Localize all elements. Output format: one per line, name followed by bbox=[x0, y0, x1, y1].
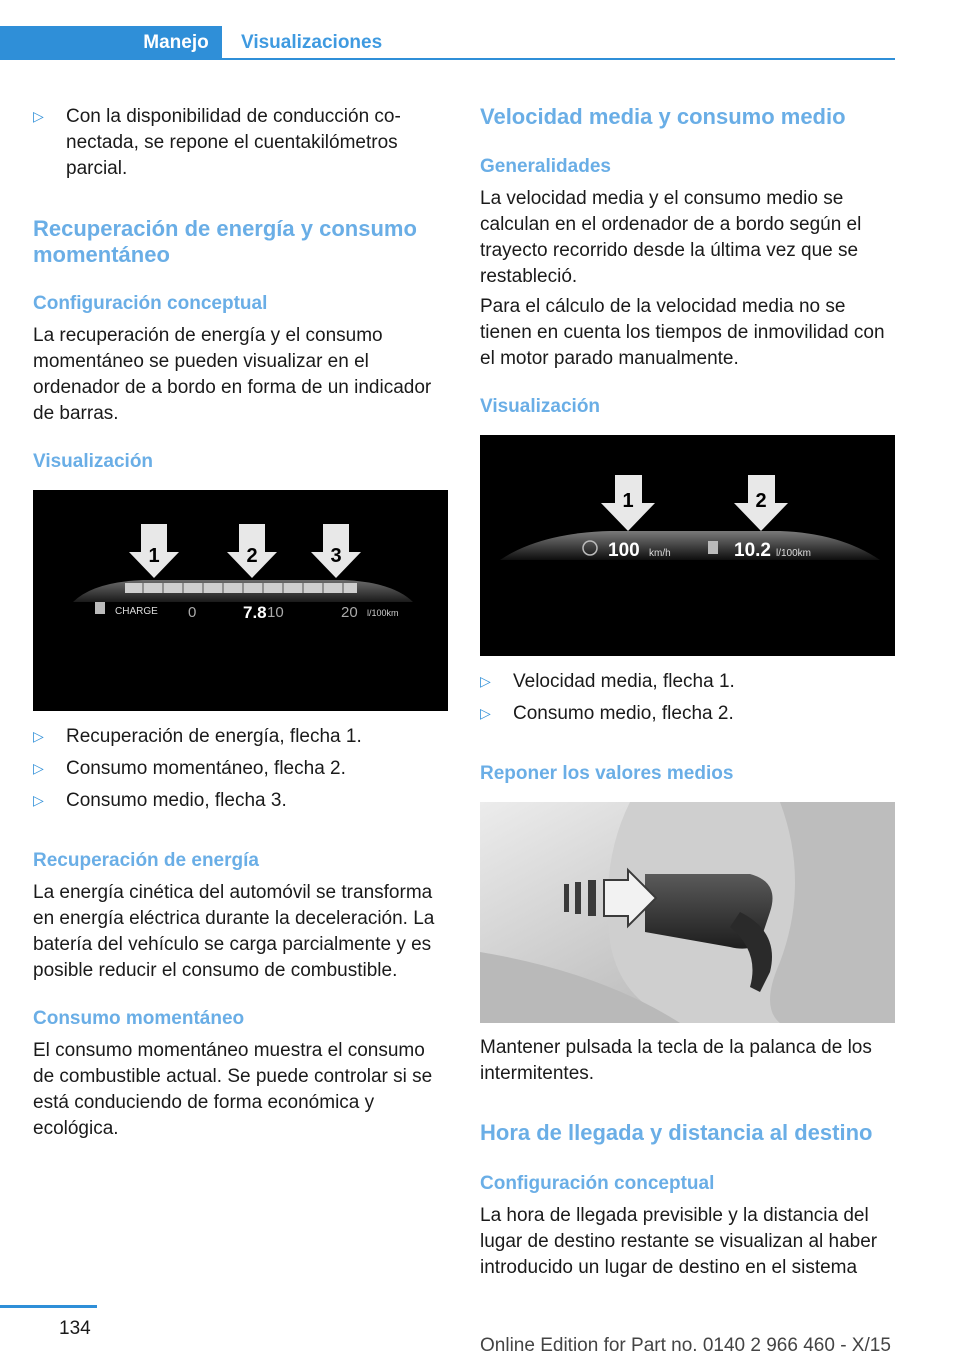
subheading-generalidades: Generalidades bbox=[480, 156, 611, 177]
arrow-2-label: 2 bbox=[755, 490, 767, 512]
tab-manejo[interactable]: Manejo bbox=[143, 32, 209, 53]
motion-lines bbox=[564, 884, 569, 912]
paragraph-reponer: Mantener pulsada la tecla de la palanca de los intermitentes. bbox=[480, 1037, 872, 1084]
display-bezel bbox=[500, 531, 880, 560]
fuel-pump-icon bbox=[95, 602, 105, 614]
list-item: Consumo medio, flecha 2. bbox=[513, 703, 734, 724]
paragraph-consumo: El consumo momentáneo muestra el consumo de combustible actual. Se puede controlar si se está conduciendo de forma económica y ecológica. bbox=[33, 1040, 433, 1139]
speed-unit: km/h bbox=[649, 548, 671, 559]
arrow-3-label: 3 bbox=[330, 545, 342, 567]
list-item: Consumo momentáneo, flecha 2. bbox=[66, 758, 346, 779]
current-consumption-value: 7.8 bbox=[243, 603, 267, 622]
fuel-pump-icon bbox=[708, 541, 718, 554]
tab-visualizaciones[interactable]: Visualizaciones bbox=[241, 32, 383, 53]
bullet-triangle-icon: ▷ bbox=[33, 108, 44, 124]
list-item: Recuperación de energía, flecha 1. bbox=[66, 726, 362, 747]
page-number: 134 bbox=[59, 1318, 91, 1339]
arrow-2-label: 2 bbox=[246, 545, 258, 567]
consumption-unit: l/100km bbox=[776, 548, 812, 559]
arrow-1-label: 1 bbox=[622, 490, 634, 512]
section-heading-velocidad: Velocidad media y consumo medio bbox=[480, 104, 846, 129]
section-heading-recuperacion: Recuperación de energía y consumo momentáneo bbox=[33, 216, 417, 267]
bullet-triangle-icon: ▷ bbox=[33, 760, 44, 776]
bullet-triangle-icon: ▷ bbox=[33, 728, 44, 744]
bar-scale bbox=[125, 583, 357, 593]
paragraph-config-destino: La hora de llegada previsible y la distancia del lugar de destino restante se visualizan al haber introducido un lugar de destino en el sistema bbox=[480, 1205, 878, 1278]
subheading-consumo: Consumo momentáneo bbox=[33, 1008, 245, 1029]
paragraph-generalidades-2: Para el cálculo de la velocidad media no se tienen en cuenta los tiempos de inmovilidad con el motor parado manualmente. bbox=[480, 296, 885, 369]
figure-turn-signal-lever bbox=[480, 802, 895, 1023]
list-item: Consumo medio, flecha 3. bbox=[66, 790, 287, 811]
scale-zero: 0 bbox=[188, 604, 197, 621]
subheading-recuperacion: Recuperación de energía bbox=[33, 850, 259, 871]
scale-ten: 10 bbox=[267, 604, 284, 621]
paragraph-config: La recuperación de energía y el consumo momentáneo se pueden visualizar en el ordenador de a bordo en forma de un indicador de barras. bbox=[33, 325, 432, 424]
bullet-triangle-icon: ▷ bbox=[33, 792, 44, 808]
scale-twenty: 20 bbox=[341, 604, 358, 621]
average-display-illustration bbox=[480, 435, 895, 656]
edition-note: Online Edition for Part no. 0140 2 966 460 - X/15 bbox=[480, 1335, 891, 1356]
intro-bullet-text: Con la disponibilidad de conducción co- nectada, se repone el cuentakilómetros parcial. bbox=[66, 106, 401, 179]
subheading-config: Configuración conceptual bbox=[33, 293, 268, 314]
energy-display-illustration bbox=[33, 490, 448, 711]
paragraph-recuperacion: La energía cinética del automóvil se transforma en energía eléctrica durante la deceleración. La batería del vehículo se carga parcialmente y es posible reducir el consumo de combustible. bbox=[33, 882, 435, 981]
figure-energy-display bbox=[33, 490, 448, 711]
figure-average-display bbox=[480, 435, 895, 656]
subheading-visualizacion: Visualización bbox=[33, 451, 154, 472]
bullet-triangle-icon: ▷ bbox=[480, 673, 491, 689]
turn-signal-lever-illustration bbox=[480, 802, 895, 1023]
charge-label: CHARGE bbox=[115, 606, 158, 617]
subheading-config-destino: Configuración conceptual bbox=[480, 1173, 715, 1194]
arrow-1-label: 1 bbox=[148, 545, 160, 567]
average-consumption-value: 10.2 bbox=[734, 540, 771, 561]
subheading-reponer: Reponer los valores medios bbox=[480, 763, 734, 784]
bullet-triangle-icon: ▷ bbox=[480, 705, 491, 721]
section-heading-hora: Hora de llegada y distancia al destino bbox=[480, 1120, 873, 1145]
unit-label: l/100km bbox=[367, 608, 399, 618]
list-item: Velocidad media, flecha 1. bbox=[513, 671, 735, 692]
average-speed-value: 100 bbox=[608, 540, 640, 561]
footer-rule bbox=[0, 1305, 97, 1308]
subheading-visualizacion: Visualización bbox=[480, 396, 601, 417]
header-rule bbox=[222, 58, 895, 60]
paragraph-generalidades-1: La velocidad media y el consumo medio se calculan en el ordenador de a bordo según el trayecto recorrido desde la última vez que se restableció. bbox=[480, 188, 862, 287]
